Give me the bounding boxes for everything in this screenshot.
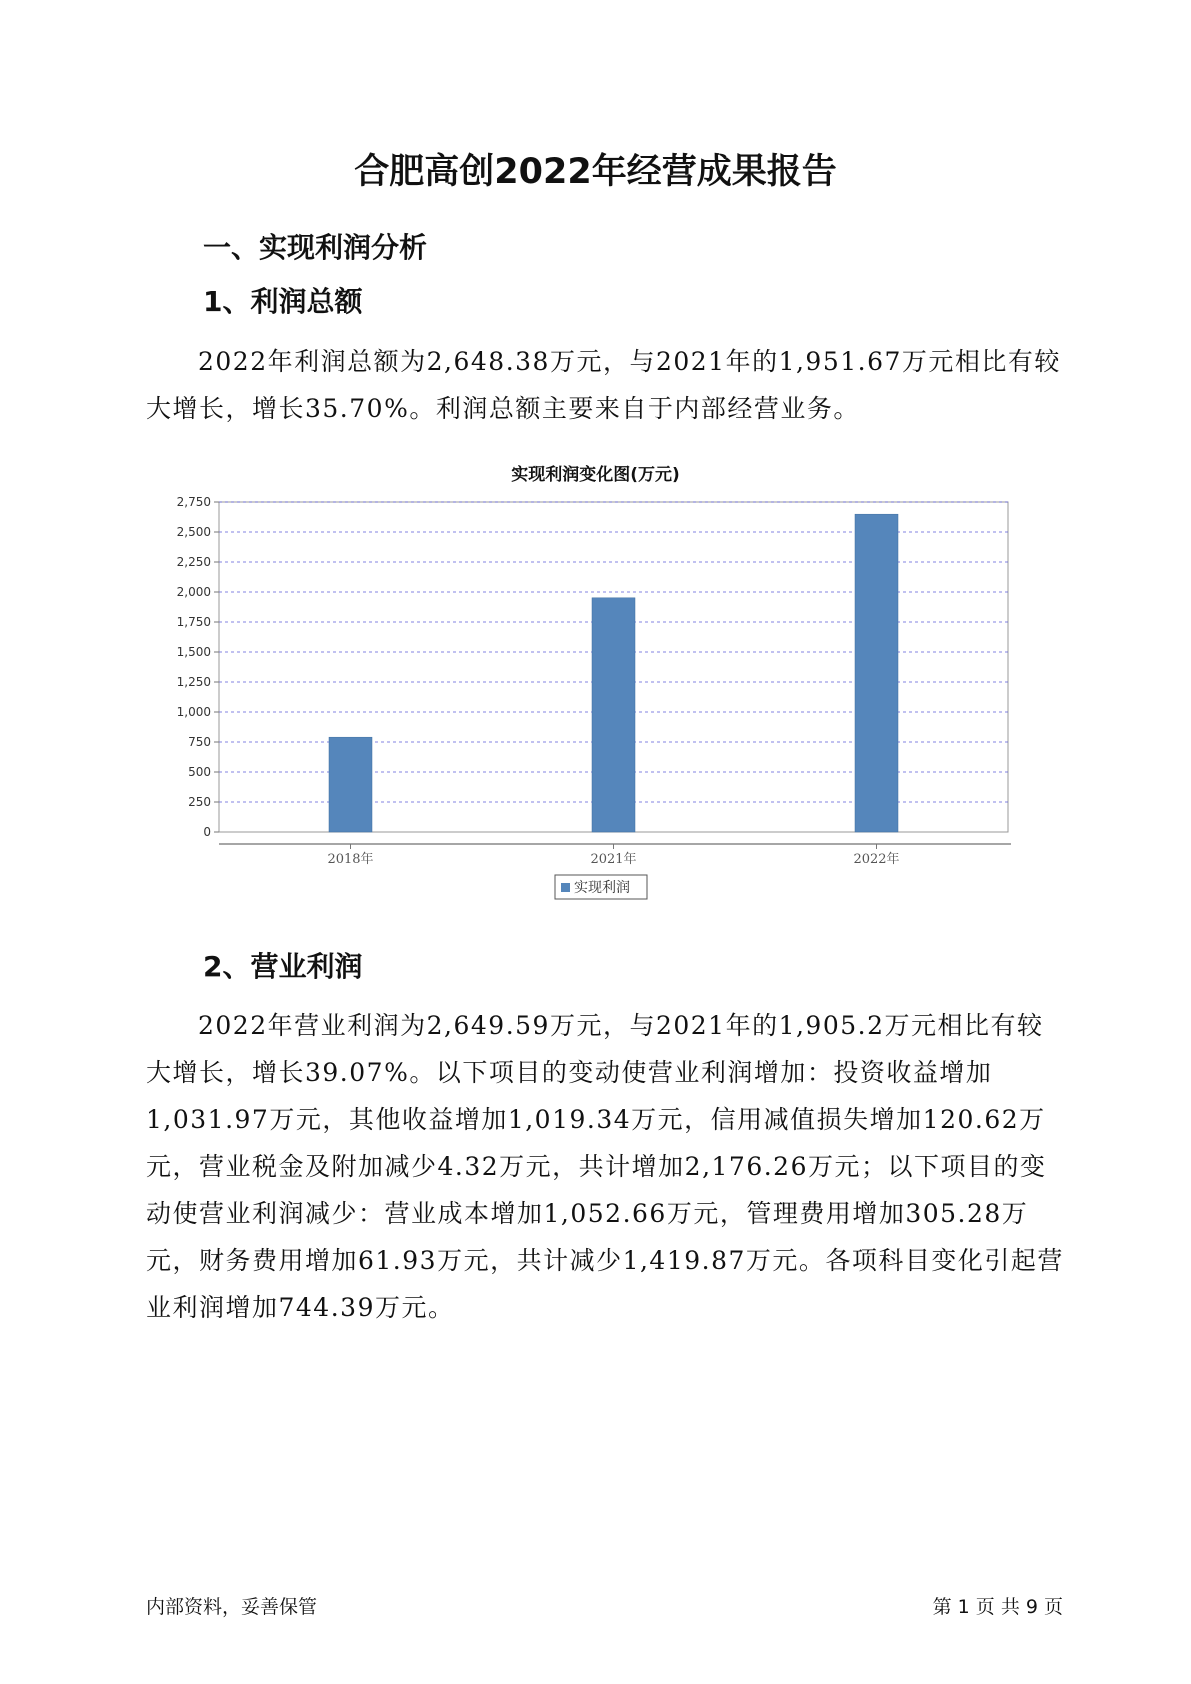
report-title: 合肥高创2022年经营成果报告	[354, 152, 837, 192]
y-tick-label: 2,000	[176, 585, 211, 599]
legend-swatch	[561, 883, 570, 892]
y-tick-label: 2,750	[176, 495, 211, 509]
subheading-operating-profit: 2、营业利润	[203, 950, 363, 983]
x-tick-label: 2021年	[590, 852, 637, 867]
bar	[329, 737, 372, 832]
footer-page-number: 第 1 页 共 9 页	[932, 1596, 1063, 1618]
y-tick-label: 500	[188, 765, 211, 779]
section-heading-profit-analysis: 一、实现利润分析	[203, 231, 428, 264]
footer-confidential-note: 内部资料，妥善保管	[146, 1596, 318, 1618]
y-tick-label: 1,750	[176, 615, 211, 629]
x-tick-label: 2018年	[327, 852, 374, 867]
y-tick-label: 1,500	[176, 645, 211, 659]
y-tick-label: 750	[188, 735, 211, 749]
legend-label: 实现利润	[574, 880, 630, 896]
paragraph-operating-profit: 2022年营业利润为2,649.59万元，与2021年的1,905.2万元相比有较大增长，增长39.07%。以下项目的变动使营业利润增加：投资收益增加1,031.97万元，其他收益增加1,019.34万元，信用减值损失增加120.62万元，营业税金及附加减少4.32万元，共计增加2,176.26万元；以下项目的变动使营业利润减少：营业成本增加1,052.66万元，管理费用增加305.28万元，财务费用增加61.93万元，共计减少1,419.87万元。各项科目变化引起营业利润增加744.39万元。	[146, 1011, 1064, 1322]
bar	[855, 514, 898, 832]
y-tick-label: 2,500	[176, 525, 211, 539]
subheading-total-profit: 1、利润总额	[203, 285, 363, 318]
paragraph-total-profit: 2022年利润总额为2,648.38万元，与2021年的1,951.67万元相比有较大增长，增长35.70%。利润总额主要来自于内部经营业务。	[146, 347, 1061, 423]
bar	[592, 598, 635, 832]
y-tick-label: 1,000	[176, 705, 211, 719]
y-tick-label: 1,250	[176, 675, 211, 689]
x-tick-label: 2022年	[853, 852, 900, 867]
y-tick-label: 0	[203, 825, 211, 839]
y-tick-label: 2,250	[176, 555, 211, 569]
chart-title: 实现利润变化图(万元)	[511, 465, 680, 485]
y-tick-label: 250	[188, 795, 211, 809]
